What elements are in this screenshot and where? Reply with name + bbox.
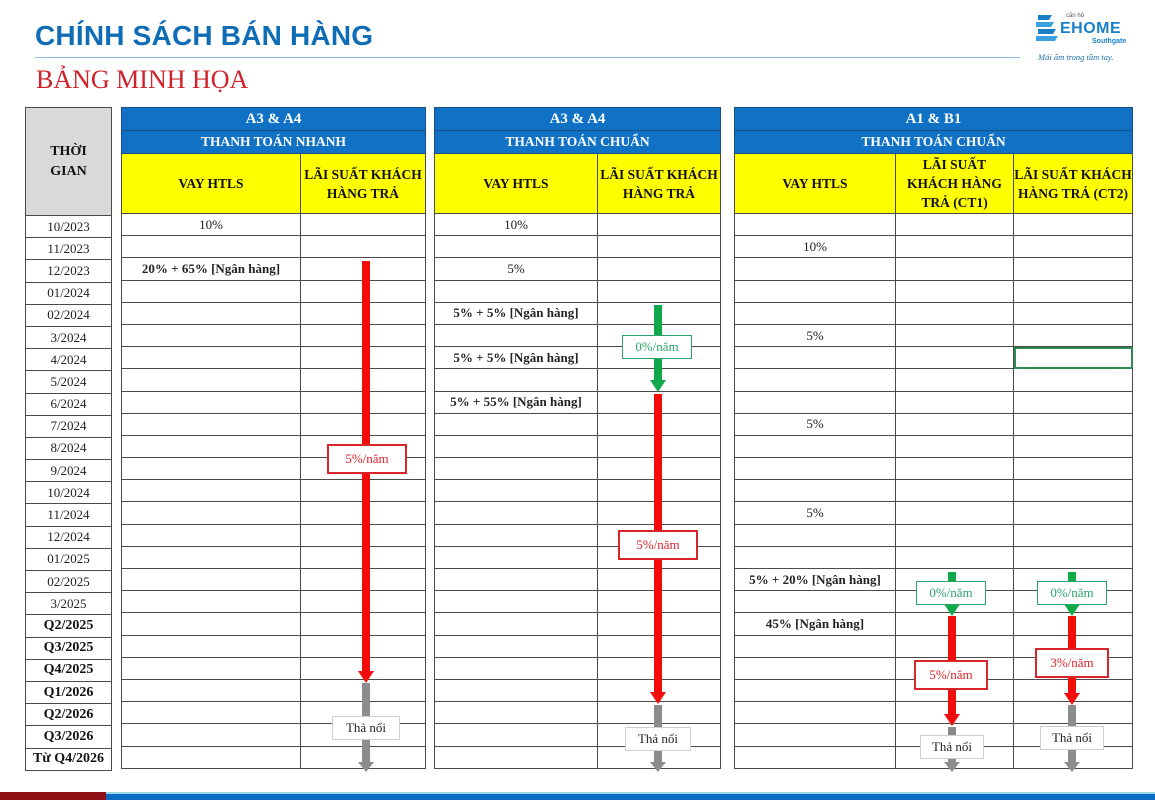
loan-cell (435, 746, 598, 768)
loan-cell (735, 724, 896, 746)
loan-cell (122, 302, 301, 324)
time-cell: Từ Q4/2026 (26, 748, 112, 770)
time-cell: 01/2025 (26, 548, 112, 570)
time-cell: 12/2024 (26, 526, 112, 548)
loan-cell (435, 435, 598, 457)
rate-ct1-cell (896, 502, 1014, 524)
rate-ct1-cell (896, 391, 1014, 413)
rate-ct1-cell (896, 302, 1014, 324)
loan-cell (435, 702, 598, 724)
logo-sub: Southgate (1092, 38, 1127, 45)
loan-cell (735, 679, 896, 701)
loan-cell (122, 347, 301, 369)
red-arrow-head-icon (650, 692, 666, 704)
loan-cell: 10% (122, 214, 301, 236)
loan-cell (122, 369, 301, 391)
loan-cell (122, 724, 301, 746)
loan-cell (122, 236, 301, 258)
loan-cell (435, 413, 598, 435)
gray-arrow-head-icon (944, 762, 960, 772)
loan-cell (735, 214, 896, 236)
rate-label-0pct: 0%/năm (1037, 581, 1107, 605)
time-cell: Q2/2025 (26, 615, 112, 637)
rate-label-floating: Thả nổi (920, 735, 984, 759)
loan-cell (735, 524, 896, 546)
footer-red-bar (0, 792, 106, 800)
logo-small-text: căn hộ (1066, 13, 1085, 19)
rate-ct2-cell (1014, 413, 1133, 435)
time-cell: 12/2023 (26, 260, 112, 282)
rate-cell (301, 236, 426, 258)
rate-ct1-cell (896, 369, 1014, 391)
time-header (26, 108, 112, 216)
time-cell: 11/2024 (26, 504, 112, 526)
rate-ct2-cell (1014, 546, 1133, 568)
page-title: CHÍNH SÁCH BÁN HÀNG (35, 20, 374, 51)
loan-cell (122, 657, 301, 679)
time-cell: 6/2024 (26, 393, 112, 415)
loan-cell (735, 258, 896, 280)
rate-label-5pct: 5%/năm (914, 660, 988, 690)
rate-label-5pct: 5%/năm (327, 444, 407, 474)
loan-cell (735, 546, 896, 568)
ehome-logo (1032, 10, 1142, 66)
time-cell: 3/2025 (26, 593, 112, 615)
loan-cell (122, 391, 301, 413)
rate-label-0pct: 0%/năm (622, 335, 692, 359)
loan-cell (735, 347, 896, 369)
loan-cell (122, 591, 301, 613)
loan-cell (735, 280, 896, 302)
block-plan: THANH TOÁN CHUẨN (735, 131, 1133, 154)
rate-ct2-cell (1014, 302, 1133, 324)
red-arrow-head-icon (1064, 693, 1080, 705)
rate-ct2-cell (1014, 524, 1133, 546)
rate-ct1-cell (896, 324, 1014, 346)
time-column-table (25, 107, 112, 771)
col-rate-ct1-header: LÃI SUẤT KHÁCH HÀNG TRẢ (CT1) (896, 154, 1014, 214)
rate-cell (301, 214, 426, 236)
time-cell: 7/2024 (26, 415, 112, 437)
logo-tagline: Mái ấm trong tầm tay. (1038, 52, 1114, 62)
loan-cell (735, 702, 896, 724)
rate-ct2-cell (1014, 280, 1133, 302)
building-logo-icon (1036, 13, 1058, 43)
rate-ct1-cell (896, 347, 1014, 369)
green-arrow-head-icon (650, 380, 666, 392)
time-cell: Q3/2026 (26, 726, 112, 748)
loan-cell (122, 524, 301, 546)
red-arrow-head-icon (358, 671, 374, 683)
rate-cell (598, 214, 721, 236)
time-header-line1: THỜI (50, 143, 87, 159)
time-cell: Q2/2026 (26, 704, 112, 726)
rate-label-floating: Thả nổi (625, 727, 691, 751)
gray-arrow-head-icon (1064, 762, 1080, 772)
rate-ct1-cell (896, 413, 1014, 435)
rate-ct2-cell (1014, 236, 1133, 258)
loan-cell (435, 546, 598, 568)
loan-cell (122, 458, 301, 480)
loan-cell (435, 236, 598, 258)
rate-cell (598, 236, 721, 258)
loan-cell (122, 746, 301, 768)
loan-cell (735, 391, 896, 413)
loan-cell: 5% (435, 258, 598, 280)
loan-cell: 5% (735, 324, 896, 346)
rate-ct1-cell (896, 458, 1014, 480)
loan-cell: 20% + 65% [Ngân hàng] (122, 258, 301, 280)
logo-brand: EHOME (1060, 20, 1122, 37)
rate-ct2-cell (1014, 502, 1133, 524)
block-name: A3 & A4 (122, 108, 426, 131)
rate-ct1-cell (896, 280, 1014, 302)
loan-cell (122, 324, 301, 346)
loan-cell (435, 591, 598, 613)
loan-cell: 5% (735, 413, 896, 435)
rate-ct1-cell (896, 546, 1014, 568)
loan-cell (122, 679, 301, 701)
loan-cell: 5% + 5% [Ngân hàng] (435, 302, 598, 324)
rate-ct1-cell (896, 524, 1014, 546)
loan-cell (735, 591, 896, 613)
loan-cell: 5% + 20% [Ngân hàng] (735, 569, 896, 591)
gray-arrow-head-icon (358, 762, 374, 772)
rate-ct2-cell (1014, 480, 1133, 502)
loan-cell (435, 524, 598, 546)
loan-cell: 10% (735, 236, 896, 258)
loan-cell (735, 635, 896, 657)
time-cell: 01/2024 (26, 282, 112, 304)
green-arrow-head-icon (944, 604, 960, 616)
time-cell: 3/2024 (26, 326, 112, 348)
time-cell: 9/2024 (26, 460, 112, 482)
loan-cell (122, 546, 301, 568)
time-cell: 02/2025 (26, 571, 112, 593)
rate-ct2-cell (1014, 214, 1133, 236)
rate-label-3pct: 3%/năm (1035, 648, 1109, 678)
loan-cell (435, 613, 598, 635)
col-loan-header: VAY HTLS (122, 154, 301, 214)
rate-label-5pct: 5%/năm (618, 530, 698, 560)
time-header-line2: GIAN (50, 163, 87, 179)
loan-cell (122, 635, 301, 657)
block-a3a4-standard (434, 107, 721, 769)
loan-cell (435, 569, 598, 591)
loan-cell (735, 480, 896, 502)
time-cell: Q1/2026 (26, 681, 112, 703)
rate-ct2-cell (1014, 369, 1133, 391)
rate-ct1-cell (896, 258, 1014, 280)
time-cell: 4/2024 (26, 349, 112, 371)
loan-cell (735, 302, 896, 324)
time-cell: 8/2024 (26, 437, 112, 459)
loan-cell: 5% + 5% [Ngân hàng] (435, 347, 598, 369)
rate-ct2-cell (1014, 324, 1133, 346)
red-arrow-head-icon (944, 714, 960, 726)
loan-cell (435, 280, 598, 302)
block-name: A3 & A4 (435, 108, 721, 131)
loan-cell (735, 746, 896, 768)
time-cell: 10/2023 (26, 216, 112, 238)
loan-cell (435, 369, 598, 391)
rate-ct2-cell (1014, 391, 1133, 413)
rate-label-floating: Thả nổi (1040, 726, 1104, 750)
loan-cell: 45% [Ngân hàng] (735, 613, 896, 635)
title-divider (35, 57, 1020, 58)
selected-cell[interactable] (1014, 347, 1133, 369)
loan-cell (435, 458, 598, 480)
gray-arrow-head-icon (650, 762, 666, 772)
col-loan-header: VAY HTLS (735, 154, 896, 214)
loan-cell: 5% (735, 502, 896, 524)
loan-cell (435, 724, 598, 746)
loan-cell (122, 435, 301, 457)
loan-cell (435, 657, 598, 679)
loan-cell (122, 569, 301, 591)
loan-cell (435, 324, 598, 346)
time-cell: 10/2024 (26, 482, 112, 504)
rate-ct1-cell (896, 435, 1014, 457)
loan-cell (122, 280, 301, 302)
rate-ct1-cell (896, 236, 1014, 258)
loan-cell (735, 458, 896, 480)
loan-cell (435, 635, 598, 657)
col-rate-header: LÃI SUẤT KHÁCH HÀNG TRẢ (301, 154, 426, 214)
loan-cell (735, 435, 896, 457)
time-cell: 5/2024 (26, 371, 112, 393)
loan-cell (435, 502, 598, 524)
col-rate-ct2-header: LÃI SUẤT KHÁCH HÀNG TRẢ (CT2) (1014, 154, 1133, 214)
rate-cell (598, 280, 721, 302)
loan-cell (435, 480, 598, 502)
block-plan: THANH TOÁN CHUẨN (435, 131, 721, 154)
time-cell: 02/2024 (26, 304, 112, 326)
block-plan: THANH TOÁN NHANH (122, 131, 426, 154)
rate-label-floating: Thả nổi (332, 716, 400, 740)
rate-label-0pct: 0%/năm (916, 581, 986, 605)
time-cell: 11/2023 (26, 238, 112, 260)
loan-cell (435, 679, 598, 701)
time-cell: Q4/2025 (26, 659, 112, 681)
loan-cell (122, 413, 301, 435)
rate-cell (598, 258, 721, 280)
loan-cell (122, 702, 301, 724)
rate-ct2-cell (1014, 458, 1133, 480)
loan-cell (122, 480, 301, 502)
green-arrow-head-icon (1064, 604, 1080, 616)
rate-ct2-cell (1014, 258, 1133, 280)
loan-cell: 5% + 55% [Ngân hàng] (435, 391, 598, 413)
loan-cell (735, 369, 896, 391)
loan-cell (122, 502, 301, 524)
loan-cell (122, 613, 301, 635)
col-rate-header: LÃI SUẤT KHÁCH HÀNG TRẢ (598, 154, 721, 214)
block-name: A1 & B1 (735, 108, 1133, 131)
rate-ct1-cell (896, 214, 1014, 236)
loan-cell: 10% (435, 214, 598, 236)
time-cell: Q3/2025 (26, 637, 112, 659)
page-subtitle: BẢNG MINH HỌA (36, 65, 249, 94)
rate-ct1-cell (896, 480, 1014, 502)
footer-blue-bar (106, 794, 1155, 800)
col-loan-header: VAY HTLS (435, 154, 598, 214)
loan-cell (735, 657, 896, 679)
rate-ct2-cell (1014, 435, 1133, 457)
block-a3a4-fast (121, 107, 426, 769)
